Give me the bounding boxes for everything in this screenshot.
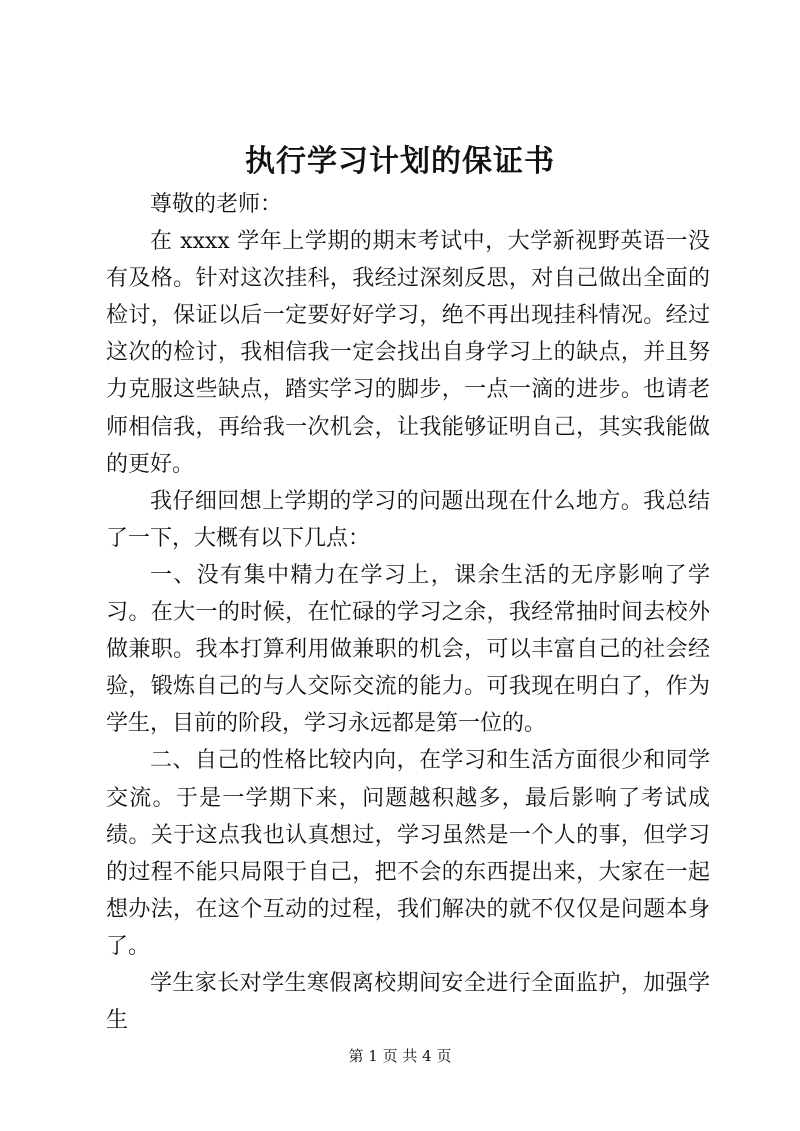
document-title: 执行学习计划的保证书 — [245, 144, 555, 179]
paragraph: 我仔细回想上学期的学习的问题出现在什么地方。我总结了一下，大概有以下几点： — [106, 488, 710, 551]
salutation: 尊敬的老师： — [150, 192, 283, 217]
paragraph: 在 xxxx 学年上学期的期末考试中，大学新视野英语一没有及格。针对这次挂科，我经过深刻反思，对自己做出全面的检讨，保证以后一定要好好学习，绝不再出现挂科情况。经过这次的检讨，我相信我一定会找出自身学习上的缺点，并且努力克服这些缺点，踏实学习的脚步，一点一滴的进步。也请老师相信我，再给我一次机会，让我能够证明自己，其实我能做的更好。 — [106, 229, 710, 477]
document-body — [106, 186, 710, 1039]
paragraph: 学生家长对学生寒假离校期间安全进行全面监护，加强学生 — [106, 970, 710, 1034]
paragraph: 二、自己的性格比较内向，在学习和生活方面很少和同学交流。于是一学期下来，问题越积越多，最后影响了考试成绩。关于这点我也认真想过，学习虽然是一个人的事，但学习的过程不能只局限于自己，把不会的东西提出来，大家在一起想办法，在这个互动的过程，我们解决的就不仅仅是问题本身了。 — [106, 748, 710, 959]
page-footer: 第 1 页 共 4 页 — [348, 1047, 452, 1065]
paragraph: 一、没有集中精力在学习上，课余生活的无序影响了学习。在大一的时候，在忙碌的学习之余，我经常抽时间去校外做兼职。我本打算利用做兼职的机会，可以丰富自己的社会经验，锻炼自己的与人交际交流的能力。可我现在明白了，作为学生，目前的阶段，学习永远都是第一位的。 — [106, 562, 710, 737]
